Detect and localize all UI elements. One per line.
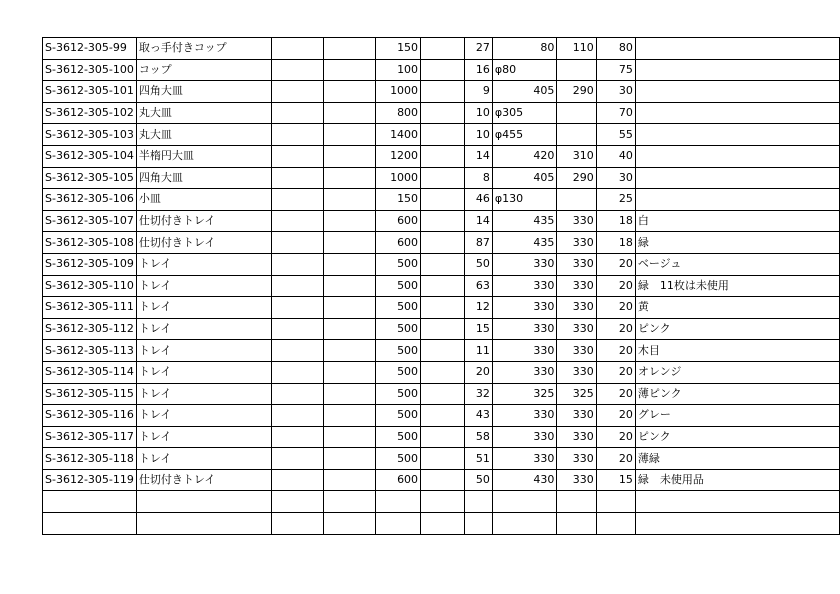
note-cell[interactable]: 木目	[635, 340, 839, 362]
height-cell[interactable]: 20	[596, 361, 635, 383]
height-cell[interactable]: 18	[596, 232, 635, 254]
table-body	[43, 38, 840, 535]
quantity-cell[interactable]: 51	[465, 448, 493, 470]
dimension-1-cell[interactable]: φ130	[492, 189, 557, 211]
dimension-1-cell[interactable]: 435	[492, 210, 557, 232]
dimension-2-cell[interactable]: 330	[557, 232, 596, 254]
note-cell[interactable]	[635, 124, 839, 146]
item-code-cell[interactable]: S-3612-305-117	[43, 426, 137, 448]
height-cell[interactable]: 20	[596, 405, 635, 427]
empty-cell[interactable]	[271, 232, 323, 254]
empty-cell[interactable]	[271, 448, 323, 470]
quantity-cell[interactable]: 14	[465, 145, 493, 167]
empty-cell[interactable]	[323, 167, 375, 189]
height-cell[interactable]: 20	[596, 383, 635, 405]
empty-cell[interactable]	[271, 81, 323, 103]
item-name-cell[interactable]: コップ	[136, 59, 271, 81]
dimension-1-cell[interactable]: φ80	[492, 59, 557, 81]
empty-cell[interactable]	[271, 318, 323, 340]
empty-cell[interactable]	[323, 102, 375, 124]
quantity-cell[interactable]: 11	[465, 340, 493, 362]
table-row	[43, 340, 840, 362]
empty-cell[interactable]	[323, 340, 375, 362]
quantity-cell[interactable]: 50	[465, 253, 493, 275]
item-code-cell[interactable]: S-3612-305-102	[43, 102, 137, 124]
empty-cell[interactable]	[271, 361, 323, 383]
height-cell[interactable]	[596, 513, 635, 535]
note-cell[interactable]	[635, 102, 839, 124]
table-row	[43, 469, 840, 491]
quantity-cell[interactable]: 15	[465, 318, 493, 340]
quantity-cell[interactable]: 58	[465, 426, 493, 448]
empty-cell[interactable]	[271, 59, 323, 81]
empty-cell[interactable]	[323, 145, 375, 167]
empty-cell[interactable]	[323, 38, 375, 60]
empty-cell[interactable]	[271, 145, 323, 167]
empty-cell[interactable]	[271, 405, 323, 427]
empty-cell[interactable]	[323, 232, 375, 254]
empty-cell[interactable]	[421, 167, 465, 189]
empty-cell[interactable]	[323, 448, 375, 470]
empty-cell[interactable]	[323, 297, 375, 319]
empty-cell[interactable]	[271, 491, 323, 513]
item-code-cell[interactable]	[43, 513, 137, 535]
height-cell[interactable]: 18	[596, 210, 635, 232]
note-cell[interactable]: 緑 11枚は未使用	[635, 275, 839, 297]
price-cell[interactable]: 1000	[375, 167, 420, 189]
quantity-cell[interactable]: 63	[465, 275, 493, 297]
item-name-cell[interactable]: 仕切付きトレイ	[136, 232, 271, 254]
dimension-1-cell[interactable]: 330	[492, 275, 557, 297]
note-cell[interactable]	[635, 189, 839, 211]
item-name-cell[interactable]: 仕切付きトレイ	[136, 469, 271, 491]
empty-cell[interactable]	[421, 426, 465, 448]
height-cell[interactable]: 25	[596, 189, 635, 211]
dimension-2-cell[interactable]	[557, 124, 596, 146]
item-code-cell[interactable]: S-3612-305-116	[43, 405, 137, 427]
item-name-cell[interactable]: 四角大皿	[136, 167, 271, 189]
price-cell[interactable]: 500	[375, 426, 420, 448]
quantity-cell[interactable]: 10	[465, 102, 493, 124]
item-name-cell[interactable]: トレイ	[136, 361, 271, 383]
empty-cell[interactable]	[271, 38, 323, 60]
height-cell[interactable]: 40	[596, 145, 635, 167]
empty-cell[interactable]	[421, 210, 465, 232]
empty-cell[interactable]	[323, 513, 375, 535]
item-name-cell[interactable]: トレイ	[136, 405, 271, 427]
height-cell[interactable]	[596, 491, 635, 513]
dimension-2-cell[interactable]: 330	[557, 405, 596, 427]
note-cell[interactable]: オレンジ	[635, 361, 839, 383]
price-cell[interactable]: 600	[375, 469, 420, 491]
dimension-2-cell[interactable]: 330	[557, 448, 596, 470]
empty-cell[interactable]	[271, 253, 323, 275]
height-cell[interactable]: 20	[596, 448, 635, 470]
empty-cell[interactable]	[421, 383, 465, 405]
empty-cell[interactable]	[271, 340, 323, 362]
dimension-1-cell[interactable]: 330	[492, 318, 557, 340]
price-cell[interactable]: 500	[375, 448, 420, 470]
note-cell[interactable]	[635, 145, 839, 167]
dimension-2-cell[interactable]	[557, 189, 596, 211]
dimension-2-cell[interactable]: 310	[557, 145, 596, 167]
empty-cell[interactable]	[323, 59, 375, 81]
item-name-cell[interactable]: 半楕円大皿	[136, 145, 271, 167]
table-row	[43, 210, 840, 232]
empty-cell[interactable]	[421, 59, 465, 81]
dimension-1-cell[interactable]: 80	[492, 38, 557, 60]
item-name-cell[interactable]: 四角大皿	[136, 81, 271, 103]
table-row	[43, 253, 840, 275]
empty-cell[interactable]	[271, 513, 323, 535]
dimension-2-cell[interactable]	[557, 513, 596, 535]
quantity-cell[interactable]: 50	[465, 469, 493, 491]
item-name-cell[interactable]: トレイ	[136, 275, 271, 297]
dimension-1-cell[interactable]: 435	[492, 232, 557, 254]
note-cell[interactable]: ピンク	[635, 318, 839, 340]
empty-cell[interactable]	[421, 253, 465, 275]
table-row	[43, 361, 840, 383]
table-row	[43, 513, 840, 535]
table-row	[43, 102, 840, 124]
empty-cell[interactable]	[421, 124, 465, 146]
dimension-2-cell[interactable]: 330	[557, 340, 596, 362]
empty-cell[interactable]	[271, 469, 323, 491]
empty-cell[interactable]	[421, 469, 465, 491]
table-row	[43, 297, 840, 319]
dimension-1-cell[interactable]: 330	[492, 405, 557, 427]
dimension-1-cell[interactable]: 405	[492, 81, 557, 103]
dimension-2-cell[interactable]: 290	[557, 167, 596, 189]
item-code-cell[interactable]: S-3612-305-111	[43, 297, 137, 319]
empty-cell[interactable]	[271, 275, 323, 297]
item-code-cell[interactable]: S-3612-305-119	[43, 469, 137, 491]
empty-cell[interactable]	[323, 405, 375, 427]
item-name-cell[interactable]: トレイ	[136, 318, 271, 340]
empty-cell[interactable]	[271, 210, 323, 232]
item-code-cell[interactable]: S-3612-305-109	[43, 253, 137, 275]
empty-cell[interactable]	[421, 102, 465, 124]
height-cell[interactable]: 20	[596, 318, 635, 340]
empty-cell[interactable]	[421, 232, 465, 254]
dimension-2-cell[interactable]: 330	[557, 210, 596, 232]
note-cell[interactable]	[635, 167, 839, 189]
table-row	[43, 448, 840, 470]
empty-cell[interactable]	[421, 448, 465, 470]
item-name-cell[interactable]: 丸大皿	[136, 102, 271, 124]
price-cell[interactable]: 500	[375, 318, 420, 340]
quantity-cell[interactable]: 12	[465, 297, 493, 319]
item-name-cell[interactable]: 小皿	[136, 189, 271, 211]
quantity-cell[interactable]: 9	[465, 81, 493, 103]
dimension-2-cell[interactable]: 330	[557, 275, 596, 297]
price-cell[interactable]: 150	[375, 38, 420, 60]
price-cell[interactable]: 100	[375, 59, 420, 81]
item-code-cell[interactable]: S-3612-305-118	[43, 448, 137, 470]
note-cell[interactable]: グレー	[635, 405, 839, 427]
item-name-cell[interactable]: 丸大皿	[136, 124, 271, 146]
quantity-cell[interactable]: 46	[465, 189, 493, 211]
dimension-2-cell[interactable]: 330	[557, 297, 596, 319]
item-name-cell[interactable]: トレイ	[136, 340, 271, 362]
empty-cell[interactable]	[421, 297, 465, 319]
table-row	[43, 189, 840, 211]
table-row	[43, 275, 840, 297]
spreadsheet-table	[42, 37, 840, 535]
quantity-cell[interactable]: 27	[465, 38, 493, 60]
item-name-cell[interactable]: トレイ	[136, 383, 271, 405]
item-code-cell[interactable]: S-3612-305-99	[43, 38, 137, 60]
dimension-2-cell[interactable]: 325	[557, 383, 596, 405]
note-cell[interactable]	[635, 38, 839, 60]
item-code-cell[interactable]: S-3612-305-103	[43, 124, 137, 146]
dimension-1-cell[interactable]: 330	[492, 253, 557, 275]
quantity-cell[interactable]: 14	[465, 210, 493, 232]
quantity-cell[interactable]: 87	[465, 232, 493, 254]
item-code-cell[interactable]: S-3612-305-107	[43, 210, 137, 232]
dimension-2-cell[interactable]: 290	[557, 81, 596, 103]
note-cell[interactable]	[635, 81, 839, 103]
table-row	[43, 124, 840, 146]
empty-cell[interactable]	[421, 38, 465, 60]
note-cell[interactable]	[635, 513, 839, 535]
height-cell[interactable]: 20	[596, 297, 635, 319]
dimension-1-cell[interactable]: 330	[492, 340, 557, 362]
price-cell[interactable]: 500	[375, 405, 420, 427]
empty-cell[interactable]	[323, 318, 375, 340]
empty-cell[interactable]	[323, 124, 375, 146]
dimension-1-cell[interactable]: φ305	[492, 102, 557, 124]
price-cell[interactable]: 500	[375, 340, 420, 362]
table-row	[43, 405, 840, 427]
height-cell[interactable]: 55	[596, 124, 635, 146]
dimension-2-cell[interactable]: 110	[557, 38, 596, 60]
empty-cell[interactable]	[323, 426, 375, 448]
price-cell[interactable]: 600	[375, 210, 420, 232]
item-code-cell[interactable]: S-3612-305-114	[43, 361, 137, 383]
dimension-2-cell[interactable]: 330	[557, 318, 596, 340]
empty-cell[interactable]	[421, 81, 465, 103]
empty-cell[interactable]	[271, 383, 323, 405]
item-code-cell[interactable]: S-3612-305-110	[43, 275, 137, 297]
note-cell[interactable]: 白	[635, 210, 839, 232]
price-cell[interactable]: 1400	[375, 124, 420, 146]
item-code-cell[interactable]: S-3612-305-108	[43, 232, 137, 254]
empty-cell[interactable]	[421, 318, 465, 340]
empty-cell[interactable]	[271, 167, 323, 189]
item-code-cell[interactable]: S-3612-305-101	[43, 81, 137, 103]
table-row	[43, 232, 840, 254]
price-cell[interactable]: 500	[375, 253, 420, 275]
table-row	[43, 383, 840, 405]
item-code-cell[interactable]: S-3612-305-106	[43, 189, 137, 211]
table-row	[43, 426, 840, 448]
dimension-1-cell[interactable]: 430	[492, 469, 557, 491]
item-code-cell[interactable]	[43, 491, 137, 513]
quantity-cell[interactable]: 8	[465, 167, 493, 189]
price-cell[interactable]: 500	[375, 275, 420, 297]
empty-cell[interactable]	[421, 189, 465, 211]
dimension-2-cell[interactable]: 330	[557, 426, 596, 448]
height-cell[interactable]: 80	[596, 38, 635, 60]
table-row	[43, 38, 840, 60]
dimension-1-cell[interactable]: φ455	[492, 124, 557, 146]
table-row	[43, 167, 840, 189]
dimension-2-cell[interactable]	[557, 491, 596, 513]
dimension-1-cell[interactable]: 325	[492, 383, 557, 405]
empty-cell[interactable]	[271, 102, 323, 124]
table-row	[43, 318, 840, 340]
item-code-cell[interactable]: S-3612-305-100	[43, 59, 137, 81]
note-cell[interactable]: 薄緑	[635, 448, 839, 470]
note-cell[interactable]	[635, 491, 839, 513]
empty-cell[interactable]	[421, 405, 465, 427]
price-cell[interactable]: 500	[375, 361, 420, 383]
item-code-cell[interactable]: S-3612-305-105	[43, 167, 137, 189]
quantity-cell[interactable]: 43	[465, 405, 493, 427]
quantity-cell[interactable]: 16	[465, 59, 493, 81]
height-cell[interactable]: 30	[596, 81, 635, 103]
dimension-1-cell[interactable]: 330	[492, 361, 557, 383]
empty-cell[interactable]	[421, 340, 465, 362]
price-cell[interactable]: 1200	[375, 145, 420, 167]
empty-cell[interactable]	[271, 189, 323, 211]
item-name-cell[interactable]: 仕切付きトレイ	[136, 210, 271, 232]
empty-cell[interactable]	[323, 491, 375, 513]
dimension-2-cell[interactable]	[557, 59, 596, 81]
note-cell[interactable]: 黄	[635, 297, 839, 319]
item-name-cell[interactable]: トレイ	[136, 448, 271, 470]
empty-cell[interactable]	[323, 469, 375, 491]
note-cell[interactable]: ベージュ	[635, 253, 839, 275]
item-code-cell[interactable]: S-3612-305-113	[43, 340, 137, 362]
note-cell[interactable]: 緑	[635, 232, 839, 254]
height-cell[interactable]: 20	[596, 275, 635, 297]
height-cell[interactable]: 20	[596, 340, 635, 362]
note-cell[interactable]: ピンク	[635, 426, 839, 448]
dimension-1-cell[interactable]: 420	[492, 145, 557, 167]
price-cell[interactable]: 500	[375, 297, 420, 319]
quantity-cell[interactable]: 32	[465, 383, 493, 405]
dimension-2-cell[interactable]: 330	[557, 253, 596, 275]
dimension-2-cell[interactable]: 330	[557, 361, 596, 383]
price-cell[interactable]: 600	[375, 232, 420, 254]
dimension-1-cell[interactable]	[492, 491, 557, 513]
item-name-cell[interactable]	[136, 491, 271, 513]
dimension-1-cell[interactable]: 330	[492, 297, 557, 319]
quantity-cell[interactable]	[465, 491, 493, 513]
note-cell[interactable]: 緑 未使用品	[635, 469, 839, 491]
empty-cell[interactable]	[323, 253, 375, 275]
height-cell[interactable]: 20	[596, 253, 635, 275]
quantity-cell[interactable]: 10	[465, 124, 493, 146]
note-cell[interactable]	[635, 59, 839, 81]
empty-cell[interactable]	[323, 383, 375, 405]
height-cell[interactable]: 20	[596, 426, 635, 448]
empty-cell[interactable]	[421, 145, 465, 167]
dimension-1-cell[interactable]: 330	[492, 426, 557, 448]
price-cell[interactable]	[375, 491, 420, 513]
empty-cell[interactable]	[421, 275, 465, 297]
height-cell[interactable]: 30	[596, 167, 635, 189]
price-cell[interactable]: 500	[375, 383, 420, 405]
item-name-cell[interactable]	[136, 513, 271, 535]
dimension-1-cell[interactable]: 330	[492, 448, 557, 470]
height-cell[interactable]: 15	[596, 469, 635, 491]
empty-cell[interactable]	[421, 491, 465, 513]
height-cell[interactable]: 75	[596, 59, 635, 81]
item-name-cell[interactable]: トレイ	[136, 297, 271, 319]
item-name-cell[interactable]: トレイ	[136, 426, 271, 448]
quantity-cell[interactable]: 20	[465, 361, 493, 383]
empty-cell[interactable]	[323, 189, 375, 211]
empty-cell[interactable]	[271, 297, 323, 319]
note-cell[interactable]: 薄ピンク	[635, 383, 839, 405]
table-row	[43, 491, 840, 513]
item-name-cell[interactable]: トレイ	[136, 253, 271, 275]
price-cell[interactable]	[375, 513, 420, 535]
item-code-cell[interactable]: S-3612-305-115	[43, 383, 137, 405]
table-row	[43, 81, 840, 103]
height-cell[interactable]: 70	[596, 102, 635, 124]
empty-cell[interactable]	[323, 210, 375, 232]
table-row	[43, 59, 840, 81]
empty-cell[interactable]	[271, 426, 323, 448]
price-cell[interactable]: 150	[375, 189, 420, 211]
item-code-cell[interactable]: S-3612-305-104	[43, 145, 137, 167]
empty-cell[interactable]	[271, 124, 323, 146]
dimension-1-cell[interactable]: 405	[492, 167, 557, 189]
item-name-cell[interactable]: 取っ手付きコップ	[136, 38, 271, 60]
table-row	[43, 145, 840, 167]
quantity-cell[interactable]	[465, 513, 493, 535]
empty-cell[interactable]	[323, 275, 375, 297]
dimension-2-cell[interactable]	[557, 102, 596, 124]
empty-cell[interactable]	[323, 361, 375, 383]
empty-cell[interactable]	[323, 81, 375, 103]
empty-cell[interactable]	[421, 513, 465, 535]
dimension-2-cell[interactable]: 330	[557, 469, 596, 491]
price-cell[interactable]: 800	[375, 102, 420, 124]
dimension-1-cell[interactable]	[492, 513, 557, 535]
item-code-cell[interactable]: S-3612-305-112	[43, 318, 137, 340]
price-cell[interactable]: 1000	[375, 81, 420, 103]
empty-cell[interactable]	[421, 361, 465, 383]
